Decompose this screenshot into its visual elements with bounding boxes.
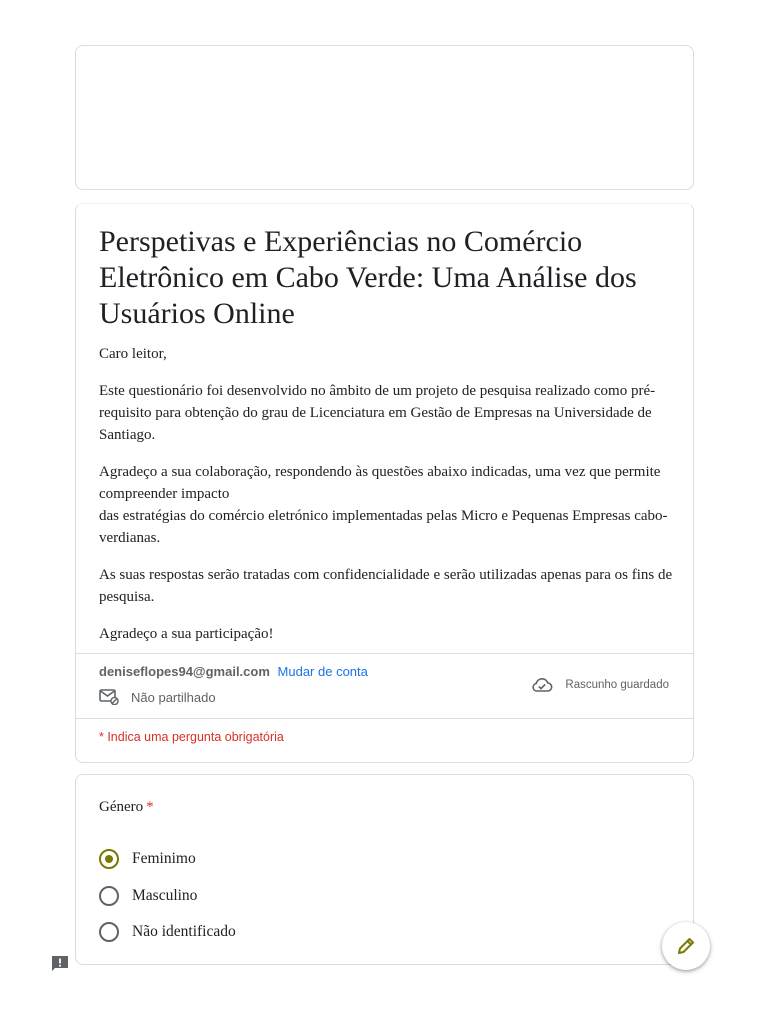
form-title: Perspetivas e Experiências no Comércio Eletrônico em Cabo Verde: Uma Análise dos Usuários Online [99,225,637,330]
radio-group [99,841,236,951]
option-label: Não identificado [132,923,236,941]
header-banner [75,45,694,190]
draft-status [531,677,669,693]
cloud-check-icon [531,677,553,693]
description-paragraph: Caro leitor, [99,346,167,362]
required-note: * Indica uma pergunta obrigatória [99,730,284,744]
description-paragraph: As suas respostas serão tratadas com confidencialidade e serão utilizadas apenas para os fins de pesquisa. [99,567,673,605]
switch-account-link[interactable]: Mudar de conta [277,664,368,679]
description-paragraph: Este questionário foi desenvolvido no âmbito de um projeto de pesquisa realizado como pré-requisito para obtenção do grau de Licenciatura em Gestão de Empresas na Universidade de Santiago. [99,383,656,443]
sharing-status [99,689,216,705]
mail-blocked-icon [99,689,119,705]
draft-status-text: Rascunho guardado [565,679,669,691]
radio-button[interactable] [99,886,119,906]
option-nao-identificado[interactable] [99,914,236,951]
required-star: * [146,799,154,815]
option-feminimo[interactable] [99,841,236,878]
description-paragraph: Agradeço a sua participação! [99,626,274,642]
divider [76,718,693,719]
option-label: Masculino [132,886,198,904]
feedback-button[interactable] [49,953,71,975]
sharing-status-text: Não partilhado [131,689,216,705]
question-title-text: Género [99,799,144,815]
feedback-icon [50,954,70,974]
form-description [99,343,674,660]
form-header-card [75,203,694,763]
option-label: Feminimo [132,850,196,868]
account-info [99,664,368,679]
question-title [99,799,154,816]
question-card-gender [75,774,694,965]
radio-button-selected[interactable] [99,849,119,869]
account-email: deniseflopes94@gmail.com [99,664,270,679]
pencil-icon [675,935,697,957]
edit-button[interactable] [662,922,710,970]
divider [76,653,693,654]
option-masculino[interactable] [99,878,236,915]
description-paragraph: Agradeço a sua colaboração, respondendo às questões abaixo indicadas, uma vez que permite compreender impacto das estratégias do comércio eletrónico implementadas pelas Micro e Pequenas Empresas cabo-verdianas. [99,464,668,546]
radio-button[interactable] [99,922,119,942]
